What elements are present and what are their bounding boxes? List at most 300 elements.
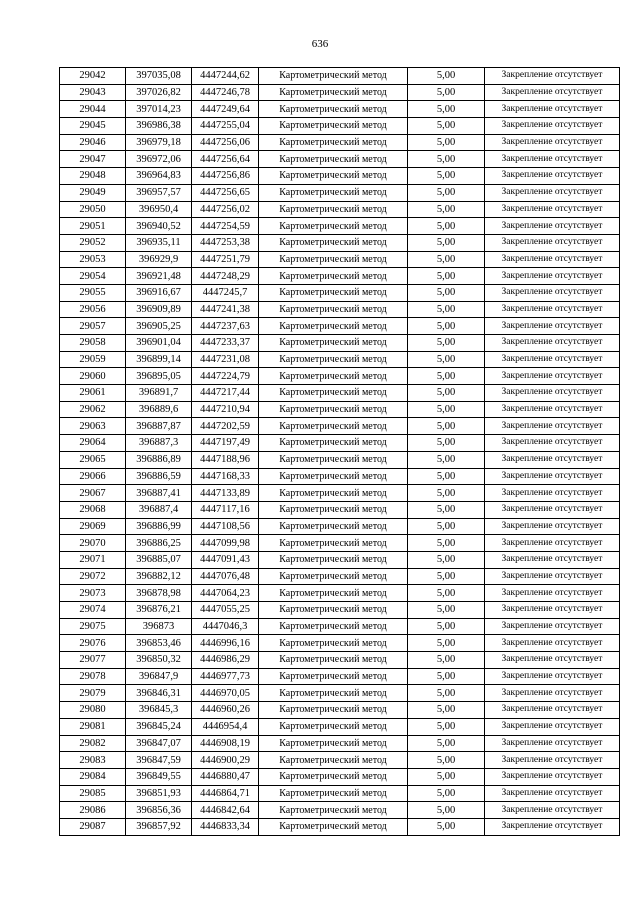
method-cell: Картометрический метод <box>259 551 408 568</box>
accuracy-cell: 5,00 <box>408 234 485 251</box>
fixing-description-cell: Закрепление отсутствует <box>485 501 620 518</box>
point-number-cell: 29067 <box>60 485 126 502</box>
y-coordinate-cell: 4447237,63 <box>192 318 259 335</box>
point-number-cell: 29072 <box>60 568 126 585</box>
fixing-description-cell: Закрепление отсутствует <box>485 118 620 135</box>
table-row <box>60 501 620 518</box>
accuracy-cell: 5,00 <box>408 268 485 285</box>
table-row <box>60 351 620 368</box>
point-number-cell: 29082 <box>60 735 126 752</box>
point-number-cell: 29068 <box>60 501 126 518</box>
fixing-description-cell: Закрепление отсутствует <box>485 568 620 585</box>
table-row <box>60 718 620 735</box>
y-coordinate-cell: 4446970,05 <box>192 685 259 702</box>
point-number-cell: 29079 <box>60 685 126 702</box>
y-coordinate-cell: 4447202,59 <box>192 418 259 435</box>
y-coordinate-cell: 4447224,79 <box>192 368 259 385</box>
accuracy-cell: 5,00 <box>408 134 485 151</box>
y-coordinate-cell: 4447233,37 <box>192 335 259 352</box>
method-cell: Картометрический метод <box>259 568 408 585</box>
x-coordinate-cell: 396847,9 <box>126 668 192 685</box>
x-coordinate-cell: 396845,24 <box>126 718 192 735</box>
point-number-cell: 29086 <box>60 802 126 819</box>
y-coordinate-cell: 4447197,49 <box>192 435 259 452</box>
fixing-description-cell: Закрепление отсутствует <box>485 201 620 218</box>
point-number-cell: 29058 <box>60 335 126 352</box>
table-row <box>60 368 620 385</box>
y-coordinate-cell: 4446996,16 <box>192 635 259 652</box>
point-number-cell: 29075 <box>60 618 126 635</box>
y-coordinate-cell: 4447091,43 <box>192 551 259 568</box>
x-coordinate-cell: 397035,08 <box>126 68 192 85</box>
table-row <box>60 585 620 602</box>
fixing-description-cell: Закрепление отсутствует <box>485 468 620 485</box>
y-coordinate-cell: 4447210,94 <box>192 401 259 418</box>
x-coordinate-cell: 396849,55 <box>126 768 192 785</box>
method-cell: Картометрический метод <box>259 418 408 435</box>
accuracy-cell: 5,00 <box>408 184 485 201</box>
y-coordinate-cell: 4447246,78 <box>192 84 259 101</box>
page-number: 636 <box>311 38 329 50</box>
y-coordinate-cell: 4447076,48 <box>192 568 259 585</box>
table-row <box>60 168 620 185</box>
accuracy-cell: 5,00 <box>408 785 485 802</box>
y-coordinate-cell: 4447055,25 <box>192 602 259 619</box>
fixing-description-cell: Закрепление отсутствует <box>485 101 620 118</box>
point-number-cell: 29081 <box>60 718 126 735</box>
point-number-cell: 29049 <box>60 184 126 201</box>
fixing-description-cell: Закрепление отсутствует <box>485 284 620 301</box>
point-number-cell: 29048 <box>60 168 126 185</box>
fixing-description-cell: Закрепление отсутствует <box>485 351 620 368</box>
y-coordinate-cell: 4446954,4 <box>192 718 259 735</box>
method-cell: Картометрический метод <box>259 785 408 802</box>
accuracy-cell: 5,00 <box>408 618 485 635</box>
method-cell: Картометрический метод <box>259 351 408 368</box>
fixing-description-cell: Закрепление отсутствует <box>485 435 620 452</box>
y-coordinate-cell: 4447241,38 <box>192 301 259 318</box>
accuracy-cell: 5,00 <box>408 735 485 752</box>
x-coordinate-cell: 396886,89 <box>126 451 192 468</box>
fixing-description-cell: Закрепление отсутствует <box>485 451 620 468</box>
point-number-cell: 29054 <box>60 268 126 285</box>
point-number-cell: 29087 <box>60 818 126 835</box>
fixing-description-cell: Закрепление отсутствует <box>485 318 620 335</box>
point-number-cell: 29083 <box>60 752 126 769</box>
method-cell: Картометрический метод <box>259 618 408 635</box>
accuracy-cell: 5,00 <box>408 351 485 368</box>
accuracy-cell: 5,00 <box>408 401 485 418</box>
method-cell: Картометрический метод <box>259 118 408 135</box>
method-cell: Картометрический метод <box>259 768 408 785</box>
method-cell: Картометрический метод <box>259 134 408 151</box>
point-number-cell: 29065 <box>60 451 126 468</box>
accuracy-cell: 5,00 <box>408 585 485 602</box>
y-coordinate-cell: 4446977,73 <box>192 668 259 685</box>
accuracy-cell: 5,00 <box>408 768 485 785</box>
table-row <box>60 568 620 585</box>
y-coordinate-cell: 4446880,47 <box>192 768 259 785</box>
fixing-description-cell: Закрепление отсутствует <box>485 618 620 635</box>
table-row <box>60 451 620 468</box>
method-cell: Картометрический метод <box>259 752 408 769</box>
table-row <box>60 768 620 785</box>
x-coordinate-cell: 396876,21 <box>126 602 192 619</box>
point-number-cell: 29062 <box>60 401 126 418</box>
fixing-description-cell: Закрепление отсутствует <box>485 735 620 752</box>
y-coordinate-cell: 4447133,89 <box>192 485 259 502</box>
x-coordinate-cell: 396957,57 <box>126 184 192 201</box>
coordinates-table <box>59 67 620 836</box>
method-cell: Картометрический метод <box>259 385 408 402</box>
point-number-cell: 29052 <box>60 234 126 251</box>
table-row <box>60 335 620 352</box>
method-cell: Картометрический метод <box>259 585 408 602</box>
point-number-cell: 29043 <box>60 84 126 101</box>
y-coordinate-cell: 4447117,16 <box>192 501 259 518</box>
accuracy-cell: 5,00 <box>408 668 485 685</box>
table-row <box>60 184 620 201</box>
accuracy-cell: 5,00 <box>408 118 485 135</box>
accuracy-cell: 5,00 <box>408 535 485 552</box>
y-coordinate-cell: 4447217,44 <box>192 385 259 402</box>
accuracy-cell: 5,00 <box>408 251 485 268</box>
x-coordinate-cell: 396940,52 <box>126 218 192 235</box>
method-cell: Картометрический метод <box>259 151 408 168</box>
table-row <box>60 818 620 835</box>
table-row <box>60 134 620 151</box>
accuracy-cell: 5,00 <box>408 568 485 585</box>
x-coordinate-cell: 396899,14 <box>126 351 192 368</box>
fixing-description-cell: Закрепление отсутствует <box>485 251 620 268</box>
x-coordinate-cell: 396851,93 <box>126 785 192 802</box>
point-number-cell: 29046 <box>60 134 126 151</box>
point-number-cell: 29066 <box>60 468 126 485</box>
method-cell: Картометрический метод <box>259 535 408 552</box>
y-coordinate-cell: 4447251,79 <box>192 251 259 268</box>
y-coordinate-cell: 4447168,33 <box>192 468 259 485</box>
fixing-description-cell: Закрепление отсутствует <box>485 752 620 769</box>
fixing-description-cell: Закрепление отсутствует <box>485 718 620 735</box>
fixing-description-cell: Закрепление отсутствует <box>485 368 620 385</box>
fixing-description-cell: Закрепление отсутствует <box>485 418 620 435</box>
accuracy-cell: 5,00 <box>408 635 485 652</box>
fixing-description-cell: Закрепление отсутствует <box>485 652 620 669</box>
y-coordinate-cell: 4447256,86 <box>192 168 259 185</box>
point-number-cell: 29053 <box>60 251 126 268</box>
table-row <box>60 318 620 335</box>
x-coordinate-cell: 396905,25 <box>126 318 192 335</box>
y-coordinate-cell: 4446960,26 <box>192 702 259 719</box>
accuracy-cell: 5,00 <box>408 168 485 185</box>
table-row <box>60 385 620 402</box>
accuracy-cell: 5,00 <box>408 518 485 535</box>
table-row <box>60 201 620 218</box>
y-coordinate-cell: 4447249,64 <box>192 101 259 118</box>
fixing-description-cell: Закрепление отсутствует <box>485 184 620 201</box>
accuracy-cell: 5,00 <box>408 418 485 435</box>
method-cell: Картометрический метод <box>259 401 408 418</box>
method-cell: Картометрический метод <box>259 802 408 819</box>
y-coordinate-cell: 4447255,04 <box>192 118 259 135</box>
accuracy-cell: 5,00 <box>408 685 485 702</box>
y-coordinate-cell: 4446864,71 <box>192 785 259 802</box>
table-row <box>60 785 620 802</box>
x-coordinate-cell: 396850,32 <box>126 652 192 669</box>
y-coordinate-cell: 4447254,59 <box>192 218 259 235</box>
coordinates-table-body <box>60 68 620 836</box>
point-number-cell: 29045 <box>60 118 126 135</box>
method-cell: Картометрический метод <box>259 652 408 669</box>
table-row <box>60 234 620 251</box>
accuracy-cell: 5,00 <box>408 468 485 485</box>
x-coordinate-cell: 396887,87 <box>126 418 192 435</box>
x-coordinate-cell: 396873 <box>126 618 192 635</box>
table-row <box>60 84 620 101</box>
accuracy-cell: 5,00 <box>408 451 485 468</box>
fixing-description-cell: Закрепление отсутствует <box>485 151 620 168</box>
point-number-cell: 29076 <box>60 635 126 652</box>
table-row <box>60 68 620 85</box>
y-coordinate-cell: 4447064,23 <box>192 585 259 602</box>
fixing-description-cell: Закрепление отсутствует <box>485 168 620 185</box>
x-coordinate-cell: 396882,12 <box>126 568 192 585</box>
table-row <box>60 685 620 702</box>
fixing-description-cell: Закрепление отсутствует <box>485 134 620 151</box>
method-cell: Картометрический метод <box>259 718 408 735</box>
fixing-description-cell: Закрепление отсутствует <box>485 585 620 602</box>
fixing-description-cell: Закрепление отсутствует <box>485 702 620 719</box>
point-number-cell: 29074 <box>60 602 126 619</box>
method-cell: Картометрический метод <box>259 268 408 285</box>
accuracy-cell: 5,00 <box>408 318 485 335</box>
accuracy-cell: 5,00 <box>408 485 485 502</box>
x-coordinate-cell: 396887,41 <box>126 485 192 502</box>
method-cell: Картометрический метод <box>259 368 408 385</box>
x-coordinate-cell: 396845,3 <box>126 702 192 719</box>
x-coordinate-cell: 396857,92 <box>126 818 192 835</box>
fixing-description-cell: Закрепление отсутствует <box>485 551 620 568</box>
point-number-cell: 29073 <box>60 585 126 602</box>
accuracy-cell: 5,00 <box>408 284 485 301</box>
table-row <box>60 101 620 118</box>
table-row <box>60 151 620 168</box>
accuracy-cell: 5,00 <box>408 652 485 669</box>
point-number-cell: 29059 <box>60 351 126 368</box>
method-cell: Картометрический метод <box>259 84 408 101</box>
method-cell: Картометрический метод <box>259 485 408 502</box>
x-coordinate-cell: 397014,23 <box>126 101 192 118</box>
method-cell: Картометрический метод <box>259 468 408 485</box>
accuracy-cell: 5,00 <box>408 68 485 85</box>
fixing-description-cell: Закрепление отсутствует <box>485 385 620 402</box>
method-cell: Картометрический метод <box>259 68 408 85</box>
method-cell: Картометрический метод <box>259 318 408 335</box>
fixing-description-cell: Закрепление отсутствует <box>485 668 620 685</box>
y-coordinate-cell: 4447231,08 <box>192 351 259 368</box>
y-coordinate-cell: 4447188,96 <box>192 451 259 468</box>
x-coordinate-cell: 396916,67 <box>126 284 192 301</box>
accuracy-cell: 5,00 <box>408 385 485 402</box>
x-coordinate-cell: 396986,38 <box>126 118 192 135</box>
table-row <box>60 435 620 452</box>
point-number-cell: 29071 <box>60 551 126 568</box>
table-row <box>60 618 620 635</box>
table-row <box>60 535 620 552</box>
table-row <box>60 301 620 318</box>
accuracy-cell: 5,00 <box>408 335 485 352</box>
x-coordinate-cell: 396886,59 <box>126 468 192 485</box>
point-number-cell: 29057 <box>60 318 126 335</box>
fixing-description-cell: Закрепление отсутствует <box>485 335 620 352</box>
accuracy-cell: 5,00 <box>408 702 485 719</box>
method-cell: Картометрический метод <box>259 735 408 752</box>
point-number-cell: 29051 <box>60 218 126 235</box>
table-row <box>60 284 620 301</box>
y-coordinate-cell: 4446986,29 <box>192 652 259 669</box>
table-row <box>60 735 620 752</box>
method-cell: Картометрический метод <box>259 451 408 468</box>
method-cell: Картометрический метод <box>259 602 408 619</box>
table-row <box>60 668 620 685</box>
table-row <box>60 602 620 619</box>
point-number-cell: 29078 <box>60 668 126 685</box>
method-cell: Картометрический метод <box>259 635 408 652</box>
fixing-description-cell: Закрепление отсутствует <box>485 818 620 835</box>
accuracy-cell: 5,00 <box>408 818 485 835</box>
x-coordinate-cell: 396909,89 <box>126 301 192 318</box>
method-cell: Картометрический метод <box>259 251 408 268</box>
x-coordinate-cell: 396889,6 <box>126 401 192 418</box>
point-number-cell: 29061 <box>60 385 126 402</box>
method-cell: Картометрический метод <box>259 518 408 535</box>
point-number-cell: 29069 <box>60 518 126 535</box>
y-coordinate-cell: 4447046,3 <box>192 618 259 635</box>
method-cell: Картометрический метод <box>259 668 408 685</box>
method-cell: Картометрический метод <box>259 168 408 185</box>
method-cell: Картометрический метод <box>259 435 408 452</box>
point-number-cell: 29044 <box>60 101 126 118</box>
table-row <box>60 401 620 418</box>
x-coordinate-cell: 396964,83 <box>126 168 192 185</box>
fixing-description-cell: Закрепление отсутствует <box>485 68 620 85</box>
accuracy-cell: 5,00 <box>408 501 485 518</box>
point-number-cell: 29042 <box>60 68 126 85</box>
table-row <box>60 251 620 268</box>
y-coordinate-cell: 4446900,29 <box>192 752 259 769</box>
accuracy-cell: 5,00 <box>408 551 485 568</box>
x-coordinate-cell: 396950,4 <box>126 201 192 218</box>
accuracy-cell: 5,00 <box>408 84 485 101</box>
accuracy-cell: 5,00 <box>408 718 485 735</box>
point-number-cell: 29047 <box>60 151 126 168</box>
fixing-description-cell: Закрепление отсутствует <box>485 301 620 318</box>
fixing-description-cell: Закрепление отсутствует <box>485 768 620 785</box>
point-number-cell: 29056 <box>60 301 126 318</box>
accuracy-cell: 5,00 <box>408 101 485 118</box>
x-coordinate-cell: 396878,98 <box>126 585 192 602</box>
method-cell: Картометрический метод <box>259 201 408 218</box>
point-number-cell: 29060 <box>60 368 126 385</box>
accuracy-cell: 5,00 <box>408 151 485 168</box>
fixing-description-cell: Закрепление отсутствует <box>485 234 620 251</box>
y-coordinate-cell: 4447244,62 <box>192 68 259 85</box>
point-number-cell: 29084 <box>60 768 126 785</box>
y-coordinate-cell: 4447256,02 <box>192 201 259 218</box>
fixing-description-cell: Закрепление отсутствует <box>485 401 620 418</box>
x-coordinate-cell: 396891,7 <box>126 385 192 402</box>
y-coordinate-cell: 4447256,06 <box>192 134 259 151</box>
accuracy-cell: 5,00 <box>408 368 485 385</box>
method-cell: Картометрический метод <box>259 335 408 352</box>
method-cell: Картометрический метод <box>259 702 408 719</box>
y-coordinate-cell: 4447245,7 <box>192 284 259 301</box>
x-coordinate-cell: 396929,9 <box>126 251 192 268</box>
point-number-cell: 29063 <box>60 418 126 435</box>
x-coordinate-cell: 396885,07 <box>126 551 192 568</box>
accuracy-cell: 5,00 <box>408 602 485 619</box>
y-coordinate-cell: 4446908,19 <box>192 735 259 752</box>
x-coordinate-cell: 396895,05 <box>126 368 192 385</box>
y-coordinate-cell: 4447108,56 <box>192 518 259 535</box>
y-coordinate-cell: 4446842,64 <box>192 802 259 819</box>
fixing-description-cell: Закрепление отсутствует <box>485 635 620 652</box>
point-number-cell: 29070 <box>60 535 126 552</box>
y-coordinate-cell: 4447256,64 <box>192 151 259 168</box>
accuracy-cell: 5,00 <box>408 802 485 819</box>
fixing-description-cell: Закрепление отсутствует <box>485 218 620 235</box>
x-coordinate-cell: 396886,99 <box>126 518 192 535</box>
table-row <box>60 551 620 568</box>
x-coordinate-cell: 396847,59 <box>126 752 192 769</box>
fixing-description-cell: Закрепление отсутствует <box>485 84 620 101</box>
x-coordinate-cell: 396972,06 <box>126 151 192 168</box>
point-number-cell: 29077 <box>60 652 126 669</box>
fixing-description-cell: Закрепление отсутствует <box>485 685 620 702</box>
point-number-cell: 29064 <box>60 435 126 452</box>
accuracy-cell: 5,00 <box>408 301 485 318</box>
x-coordinate-cell: 396853,46 <box>126 635 192 652</box>
table-row <box>60 652 620 669</box>
table-row <box>60 802 620 819</box>
x-coordinate-cell: 396886,25 <box>126 535 192 552</box>
method-cell: Картометрический метод <box>259 301 408 318</box>
table-row <box>60 518 620 535</box>
point-number-cell: 29080 <box>60 702 126 719</box>
table-row <box>60 468 620 485</box>
y-coordinate-cell: 4447256,65 <box>192 184 259 201</box>
accuracy-cell: 5,00 <box>408 201 485 218</box>
point-number-cell: 29085 <box>60 785 126 802</box>
table-row <box>60 218 620 235</box>
x-coordinate-cell: 396921,48 <box>126 268 192 285</box>
point-number-cell: 29055 <box>60 284 126 301</box>
x-coordinate-cell: 396856,36 <box>126 802 192 819</box>
method-cell: Картометрический метод <box>259 284 408 301</box>
method-cell: Картометрический метод <box>259 685 408 702</box>
method-cell: Картометрический метод <box>259 818 408 835</box>
accuracy-cell: 5,00 <box>408 435 485 452</box>
x-coordinate-cell: 396979,18 <box>126 134 192 151</box>
accuracy-cell: 5,00 <box>408 752 485 769</box>
x-coordinate-cell: 396935,11 <box>126 234 192 251</box>
table-row <box>60 268 620 285</box>
table-row <box>60 702 620 719</box>
fixing-description-cell: Закрепление отсутствует <box>485 268 620 285</box>
table-row <box>60 752 620 769</box>
method-cell: Картометрический метод <box>259 234 408 251</box>
table-row <box>60 418 620 435</box>
